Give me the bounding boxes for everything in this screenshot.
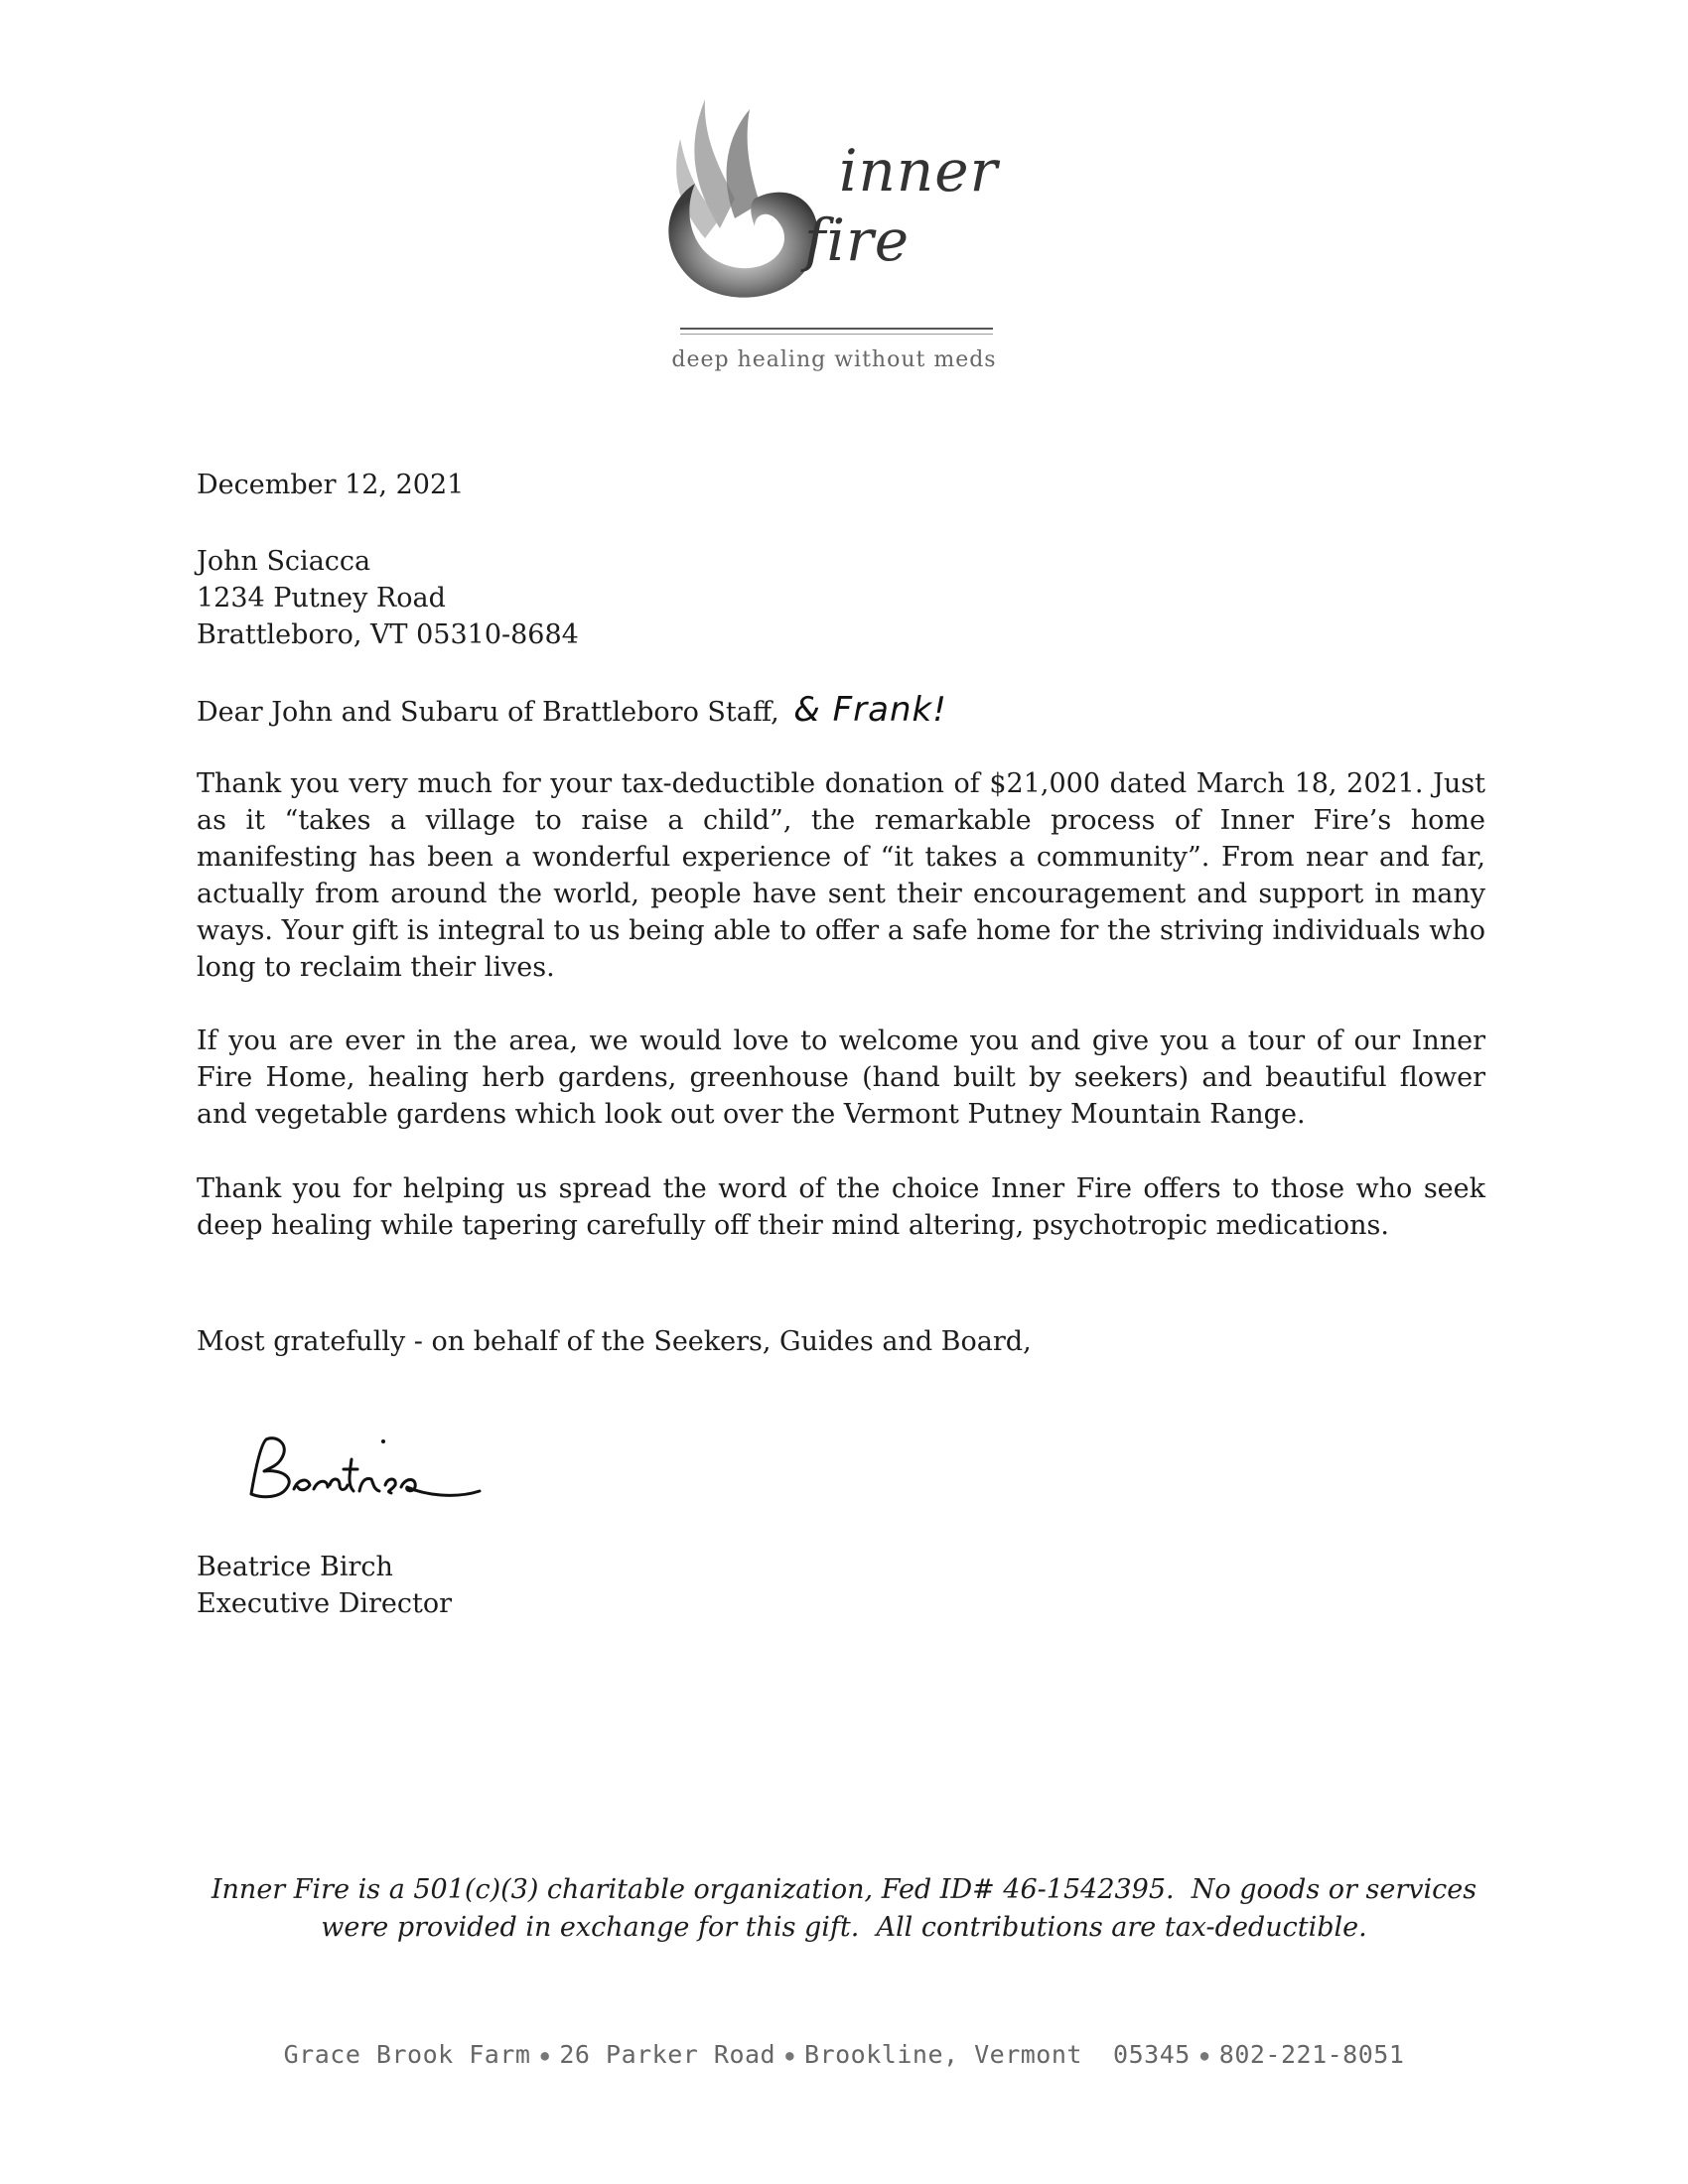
closing-line: Most gratefully - on behalf of the Seekers, Guides and Board,	[197, 1326, 1032, 1357]
footer-address	[149, 2040, 1539, 2069]
handwritten-addition: & Frank!	[793, 690, 947, 730]
signer-title: Executive Director	[197, 1588, 453, 1619]
handwritten-signature	[236, 1420, 494, 1533]
body-paragraph-2: If you are ever in the area, we would love to welcome you and give you a tour of our Inner Fire Home, healing herb gardens, greenhouse (hand built by seekers) and beautiful flower and vegetable gardens which look out over the Vermont Putney Mountain Range.	[197, 1025, 1485, 1130]
logo-word-inner: inner	[839, 137, 999, 205]
organization-logo	[626, 79, 1043, 377]
footer-phone: 802-221-8051	[1218, 2040, 1405, 2069]
signer-name: Beatrice Birch	[197, 1552, 393, 1582]
footer-separator: ●	[540, 2048, 550, 2064]
recipient-city-line: Brattleboro, VT 05310-8684	[197, 619, 579, 650]
flame-swirl-icon	[626, 79, 854, 318]
footer-farm: Grace Brook Farm	[283, 2040, 531, 2069]
recipient-address	[197, 543, 579, 653]
signature-scribble	[236, 1420, 494, 1529]
tax-notice-line-1: Inner Fire is a 501(c)(3) charitable organization, Fed ID# 46-1542395. No goods or services	[211, 1874, 1477, 1905]
footer-town: Brookline, Vermont 05345	[804, 2040, 1191, 2069]
logo-tagline: deep healing without meds	[671, 347, 997, 372]
recipient-name: John Sciacca	[197, 546, 371, 577]
footer-separator: ●	[785, 2048, 795, 2064]
letter-date: December 12, 2021	[197, 470, 465, 500]
tax-notice-line-2: were provided in exchange for this gift. All contributions are tax-deductible.	[321, 1912, 1367, 1943]
recipient-street: 1234 Putney Road	[197, 583, 446, 614]
logo-word-fire: fire	[804, 206, 911, 274]
logo-divider	[680, 328, 993, 330]
logo-divider-thin	[680, 334, 993, 335]
body-paragraph-3: Thank you for helping us spread the word of the choice Inner Fire offers to those who seek deep healing while tapering carefully off their mind altering, psychotropic medications.	[197, 1173, 1485, 1241]
salutation	[197, 692, 947, 731]
footer-separator: ●	[1199, 2048, 1209, 2064]
salutation-text: Dear John and Subaru of Brattleboro Staff,	[197, 697, 779, 728]
footer-street: 26 Parker Road	[559, 2040, 776, 2069]
body-paragraph-1: Thank you very much for your tax-deductible donation of $21,000 dated March 18, 2021. Just as it “takes a village to raise a child”, the remarkable process of Inner Fire’s home manifesting has been a wonderful experience of “it takes a community”. From near and far, actually from around the world, people have sent their encouragement and support in many ways. Your gift is integral to us being able to offer a safe home for the striving individuals who long to reclaim their lives.	[197, 768, 1485, 983]
tax-notice	[149, 1871, 1539, 1947]
